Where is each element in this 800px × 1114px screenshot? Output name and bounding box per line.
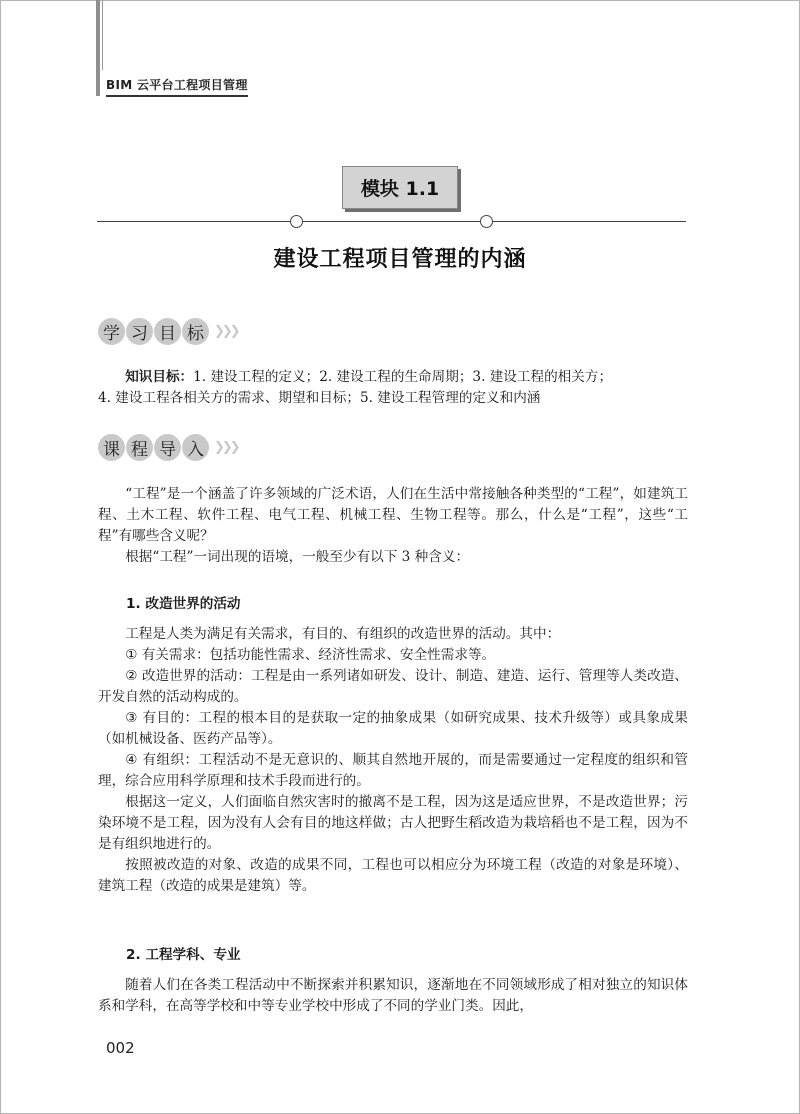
heading-char: 标	[182, 318, 209, 345]
chevrons-icon: ❯❯❯	[214, 323, 238, 339]
page-number: 002	[106, 1039, 135, 1057]
part1-paragraph: 按照被改造的对象、改造的成果不同，工程也可以相应分为环境工程（改造的对象是环境）、建筑工程（改造的成果是建筑）等。	[98, 857, 688, 894]
knowledge-objectives	[98, 367, 688, 409]
part2-heading: 2. 工程学科、专业	[126, 947, 241, 963]
heading-char: 程	[126, 434, 153, 461]
intro-text	[98, 484, 688, 568]
heading-char: 习	[126, 318, 153, 345]
part2-paragraph: 随着人们在各类工程活动中不断探索并积累知识，逐渐地在不同领域形成了相对独立的知识体系和学科，在高等学校和中等专业学校中形成了不同的学业门类。因此，	[98, 977, 688, 1014]
part1-paragraph: ② 改造世界的活动：工程是由一系列诸如研发、设计、制造、建造、运行、管理等人类改造、开发自然的活动构成的。	[98, 668, 688, 705]
knowledge-text-line1: 1. 建设工程的定义；2. 建设工程的生命周期；3. 建设工程的相关方；	[193, 369, 613, 385]
part1-paragraph: ① 有关需求：包括功能性需求、经济性需求、安全性需求等。	[125, 647, 496, 663]
divider-rule	[97, 221, 686, 222]
part1-body	[98, 624, 688, 897]
knowledge-text-line2: 4. 建设工程各相关方的需求、期望和目标；5. 建设工程管理的定义和内涵	[98, 390, 541, 406]
section-heading-intro	[98, 433, 238, 461]
part1-paragraph: 工程是人类为满足有关需求，有目的、有组织的改造世界的活动。其中：	[125, 626, 561, 642]
heading-char: 导	[154, 434, 181, 461]
section-heading-objectives	[98, 317, 238, 345]
chevrons-icon: ❯❯❯	[214, 439, 238, 455]
divider-circle-left	[290, 215, 303, 228]
knowledge-label: 知识目标：	[125, 369, 194, 385]
side-bar-decoration-thin	[102, 0, 103, 70]
part1-heading: 1. 改造世界的活动	[126, 596, 241, 612]
part1-paragraph: ④ 有组织：工程活动不是无意识的、顺其自然地开展的，而是需要通过一定程度的组织和管理，综合应用科学原理和技术手段而进行的。	[98, 752, 688, 789]
module-label: 模块 1.1	[342, 166, 458, 209]
part2-body	[98, 975, 688, 1017]
running-head: BIM 云平台工程项目管理	[106, 76, 248, 97]
heading-char: 学	[98, 318, 125, 345]
intro-paragraph-2: 根据“工程”一词出现的语境，一般至少有以下 3 种含义：	[125, 549, 470, 565]
intro-paragraph-1: “工程”是一个涵盖了许多领域的广泛术语，人们在生活中常接触各种类型的“工程”，如建筑工程、土木工程、软件工程、电气工程、机械工程、生物工程等。那么，什么是“工程”，这些“工程”有哪些含义呢？	[98, 486, 688, 544]
divider-circle-right	[480, 215, 493, 228]
part1-paragraph: ③ 有目的：工程的根本目的是获取一定的抽象成果（如研究成果、技术升级等）或具象成果（如机械设备、医药产品等）。	[98, 710, 688, 747]
side-bar-decoration	[96, 0, 100, 96]
heading-char: 入	[182, 434, 209, 461]
module-label-wrap	[0, 166, 800, 209]
heading-char: 课	[98, 434, 125, 461]
part1-paragraph: 根据这一定义，人们面临自然灾害时的撤离不是工程，因为这是适应世界，不是改造世界；污染环境不是工程，因为没有人会有目的地这样做；古人把野生稻改造为栽培稻也不是工程，因为不是有组织地进行的。	[98, 794, 688, 852]
heading-char: 目	[154, 318, 181, 345]
chapter-title: 建设工程项目管理的内涵	[273, 247, 527, 272]
